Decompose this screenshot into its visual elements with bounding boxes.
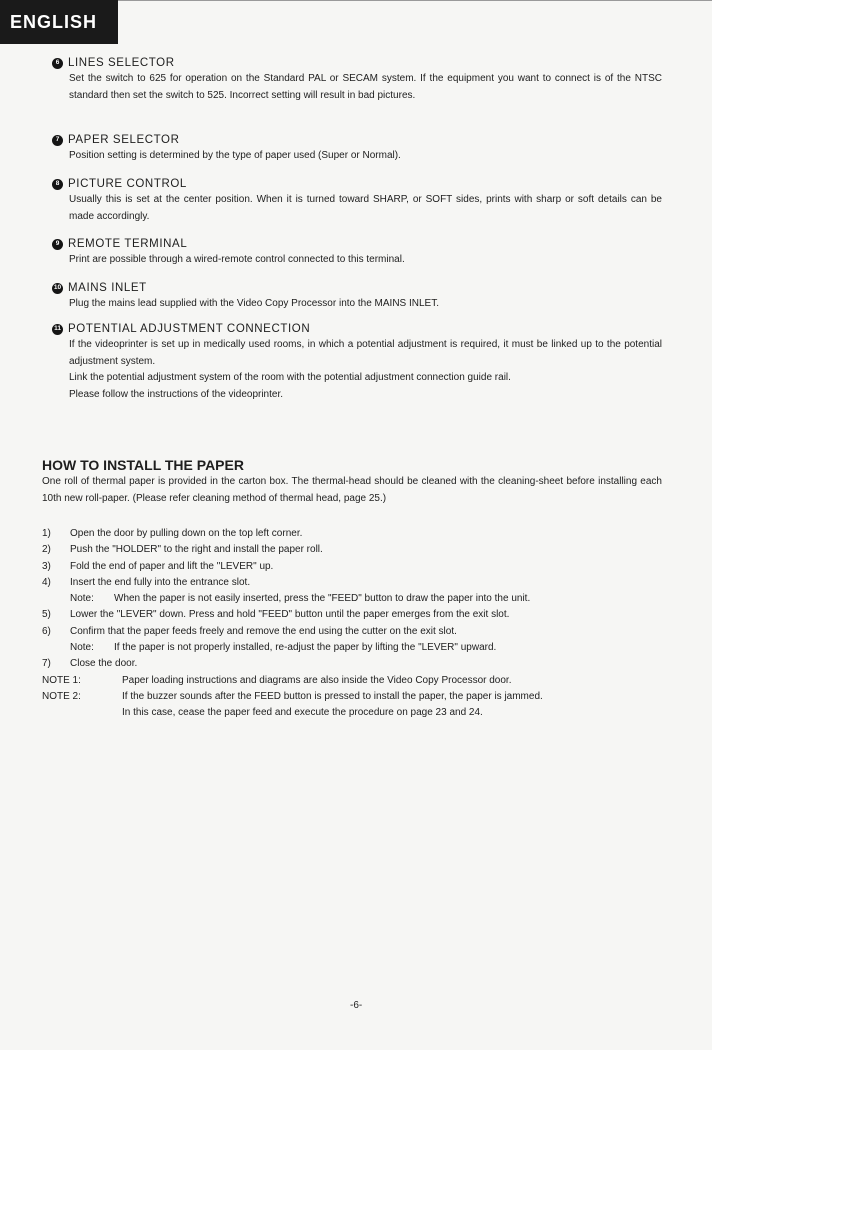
step-item [42, 624, 662, 640]
step-text: Fold the end of paper and lift the "LEVER" up. [70, 560, 274, 572]
step-item [42, 526, 662, 542]
section-text: Please follow the instructions of the videoprinter. [69, 388, 284, 400]
step-note [70, 591, 662, 607]
step-text: Open the door by pulling down on the top left corner. [70, 528, 303, 539]
note-text: If the paper is not properly installed, re-adjust the paper by lifting the "LEVER" upward. [114, 642, 497, 654]
step-item [42, 656, 662, 672]
section-text: Link the potential adjustment system of the room with the potential adjustment connection guide rail. [69, 372, 511, 383]
section-picture-control [52, 176, 662, 225]
step-text: Insert the end fully into the entrance slot. [70, 576, 251, 588]
number-6-icon: 6 [52, 58, 63, 69]
note-text: Paper loading instructions and diagrams are also inside the Video Copy Processor door. [122, 674, 512, 686]
step-text: Push the "HOLDER" to the right and install the paper roll. [70, 544, 323, 556]
note-text: In this case, cease the paper feed and execute the procedure on page 23 and 24. [122, 707, 483, 719]
note-text: When the paper is not easily inserted, press the "FEED" button to draw the paper into the unit. [114, 593, 531, 605]
step-text: Lower the "LEVER" down. Press and hold "FEED" button until the paper emerges from the exit slot. [70, 609, 510, 621]
section-mains-inlet [52, 280, 662, 313]
page-number: -6- [350, 1000, 363, 1011]
number-8-icon: 8 [52, 179, 63, 190]
note-label: Note: [70, 593, 94, 605]
section-title: LINES SELECTOR [68, 56, 175, 69]
step-item [42, 575, 662, 591]
section-text: Usually this is set at the center position. When it is turned toward SHARP, or SOFT sides, prints with sharp or soft details can be made accordingly. [69, 194, 662, 222]
step-number: 5) [42, 609, 51, 621]
section-text: Plug the mains lead supplied with the Video Copy Processor into the MAINS INLET. [69, 298, 440, 309]
section-text: Print are possible through a wired-remote control connected to this terminal. [69, 254, 405, 265]
install-steps [42, 526, 662, 722]
step-text: Confirm that the paper feeds freely and remove the end using the cutter on the exit slot. [70, 625, 457, 637]
step-item [42, 559, 662, 575]
note-label: Note: [70, 642, 94, 654]
note-label: NOTE 1: [42, 674, 81, 686]
step-number: 4) [42, 576, 51, 588]
note-1 [42, 673, 662, 689]
install-heading: HOW TO INSTALL THE PAPER [42, 457, 244, 473]
top-rule [118, 0, 712, 1]
section-potential-adjustment [52, 321, 662, 403]
note-label: NOTE 2: [42, 690, 81, 702]
section-title: MAINS INLET [68, 281, 147, 294]
section-title: PICTURE CONTROL [68, 177, 187, 190]
section-title: REMOTE TERMINAL [68, 237, 188, 250]
step-number: 6) [42, 625, 51, 637]
number-11-icon: 11 [52, 324, 63, 335]
number-10-icon: 10 [52, 283, 63, 294]
step-number: 7) [42, 658, 51, 670]
step-number: 3) [42, 560, 51, 572]
section-remote-terminal [52, 236, 662, 269]
section-title: PAPER SELECTOR [68, 133, 180, 146]
section-paper-selector [52, 132, 662, 165]
step-number: 1) [42, 528, 51, 539]
step-note [70, 640, 662, 656]
section-text: Set the switch to 625 for operation on the Standard PAL or SECAM system. If the equipment you want to connect is of the NTSC standard then set the switch to 525. Incorrect setting will result in bad pictures. [69, 73, 662, 101]
install-intro: One roll of thermal paper is provided in the carton box. The thermal-head should be cleaned with the cleaning-sheet before installing each 10th new roll-paper. (Please refer cleaning method of thermal head, page 25.) [42, 476, 662, 504]
step-number: 2) [42, 544, 51, 556]
step-text: Close the door. [70, 658, 138, 670]
step-item [42, 607, 662, 623]
number-9-icon: 9 [52, 239, 63, 250]
note-2 [42, 689, 662, 722]
section-text: Position setting is determined by the type of paper used (Super or Normal). [69, 150, 401, 161]
number-7-icon: 7 [52, 135, 63, 146]
step-item [42, 542, 662, 558]
section-lines-selector [52, 55, 662, 104]
note-text: If the buzzer sounds after the FEED button is pressed to install the paper, the paper is jammed. [122, 690, 543, 702]
section-text: If the videoprinter is set up in medically used rooms, in which a potential adjustment is required, it must be linked up to the potential adjustment system. [69, 339, 662, 367]
section-title: POTENTIAL ADJUSTMENT CONNECTION [68, 322, 311, 335]
language-tab: ENGLISH [0, 0, 118, 44]
